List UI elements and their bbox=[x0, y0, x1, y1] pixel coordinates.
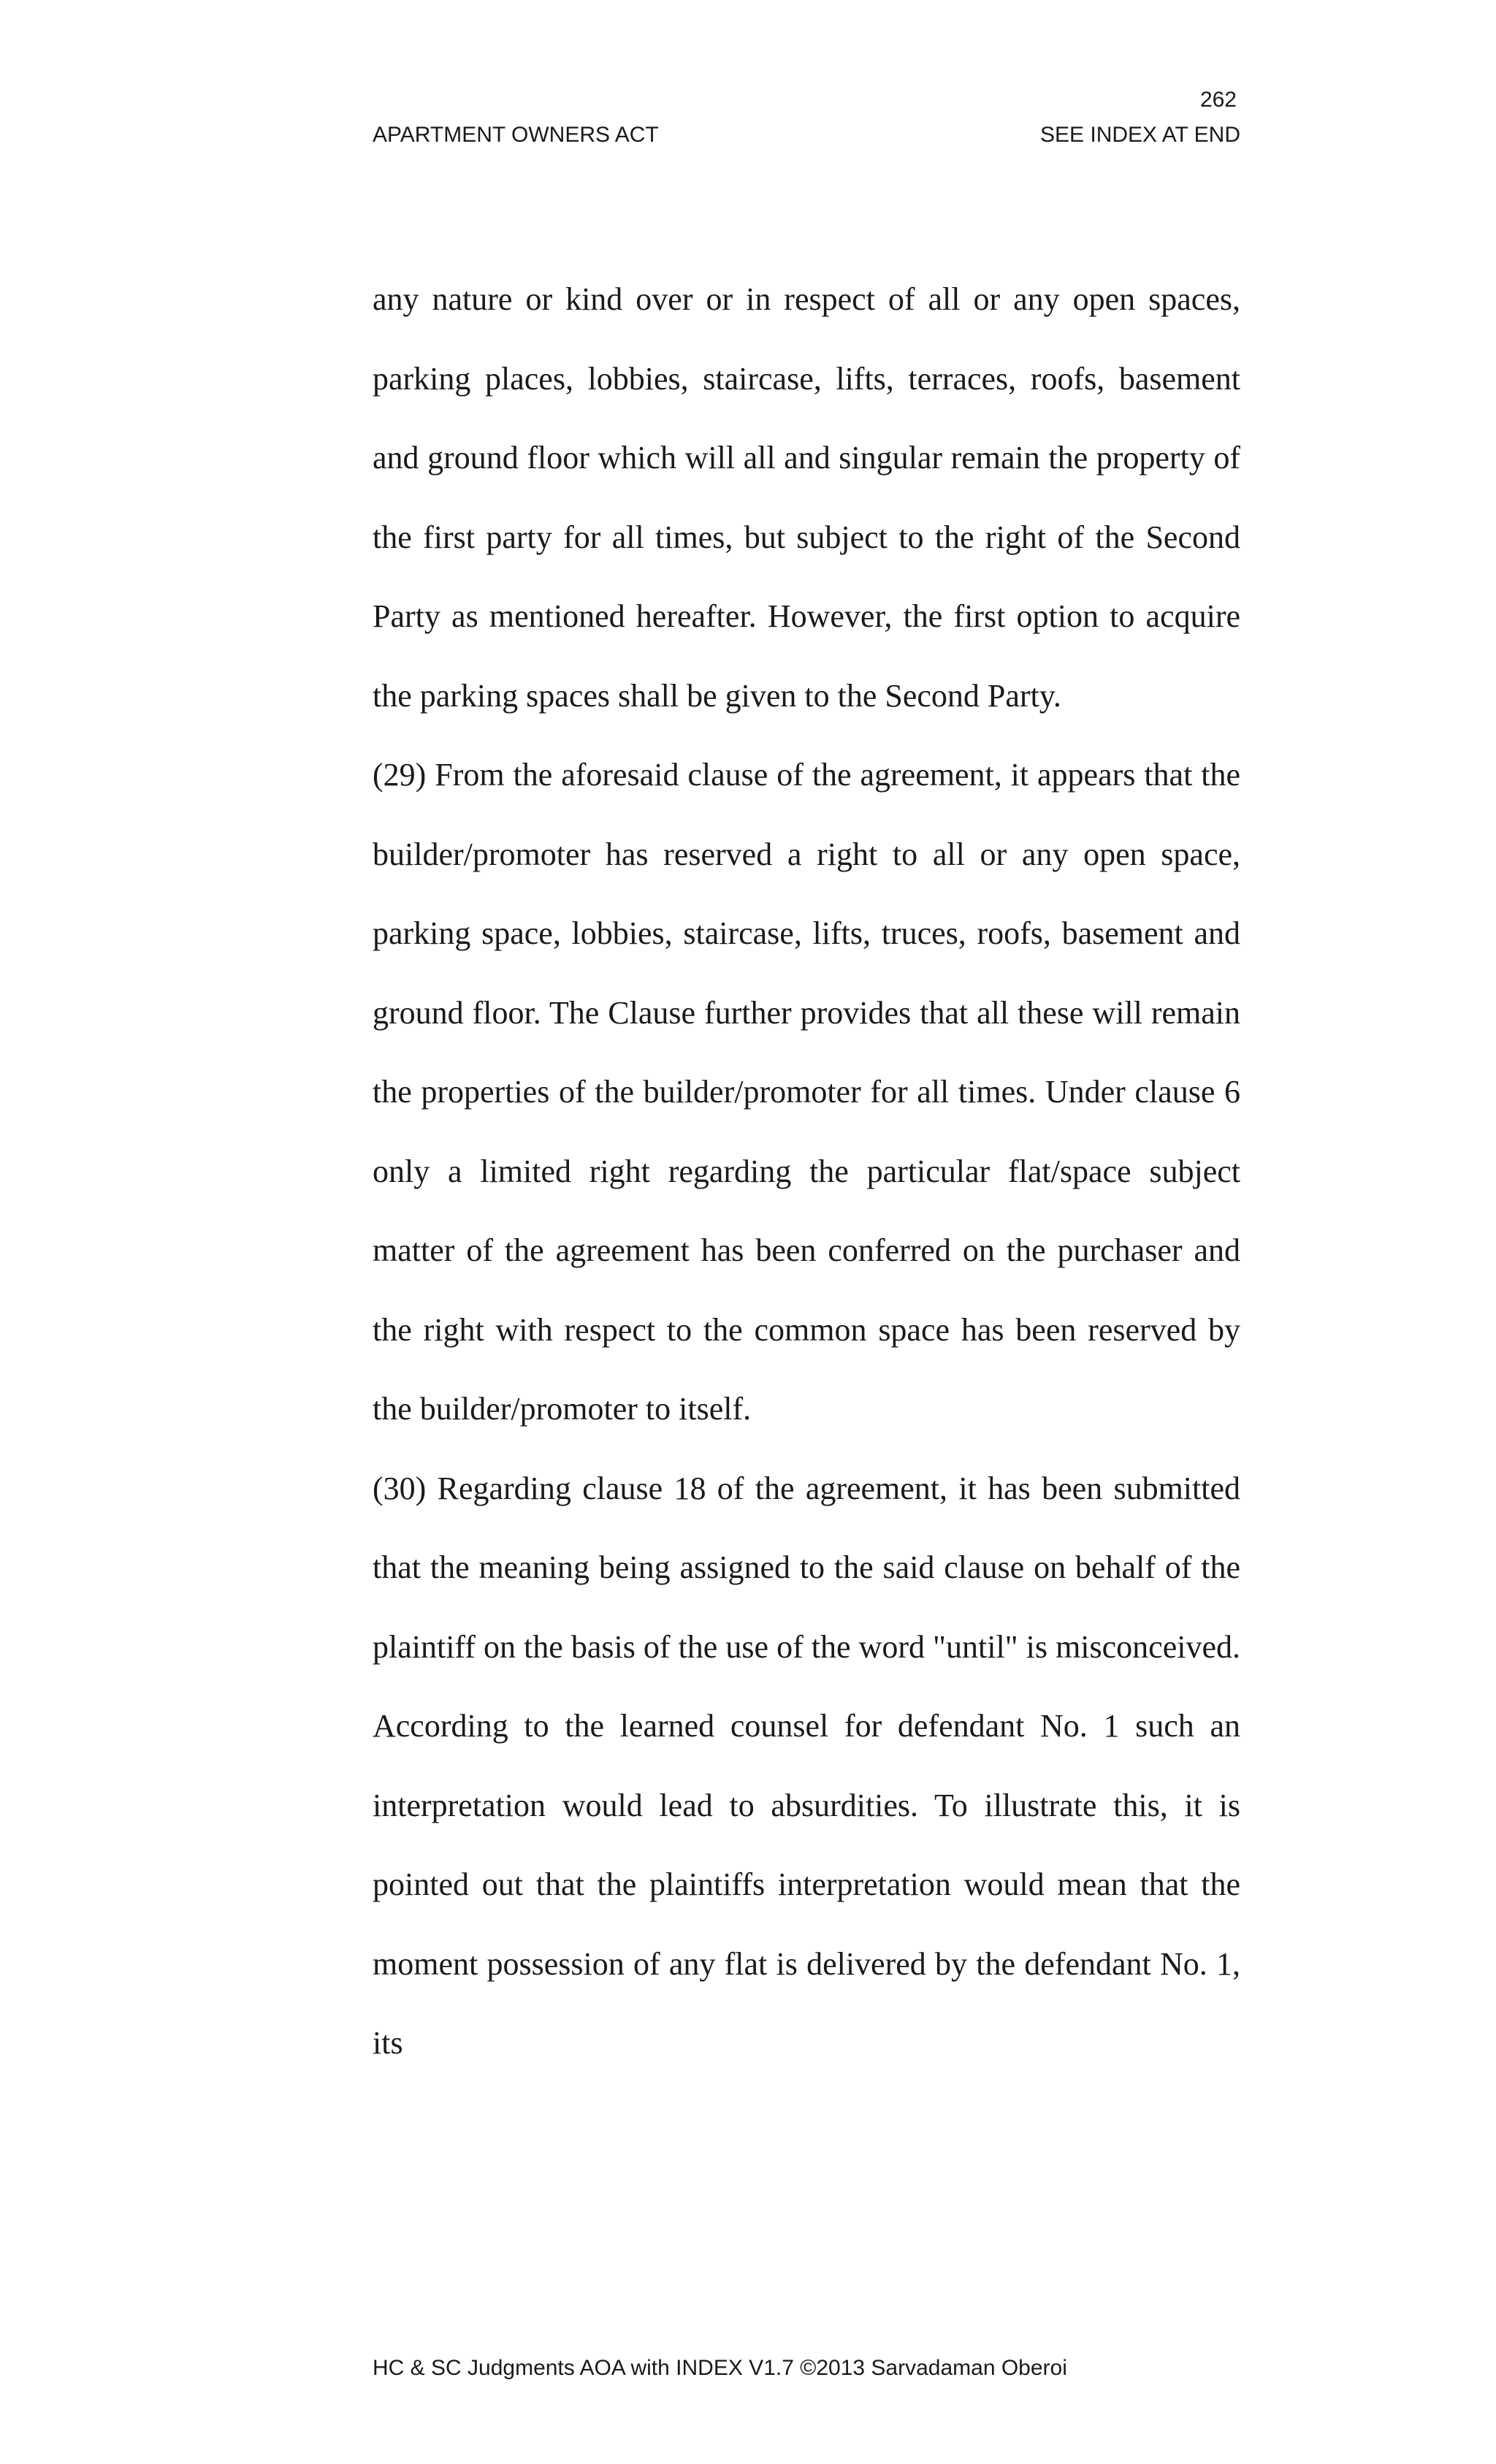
paragraph-30: (30) Regarding clause 18 of the agreement, it has been submitted that the meaning being assigned to the said clause on behalf of the plaintiff on the basis of the use of the word "until" is misconceived. According to the learned counsel for defendant No. 1 such an interpretation would lead to absurdities. To illustrate this, it is pointed out that the plaintiffs interpretation would mean that the moment possession of any flat is delivered by the defendant No. 1, its bbox=[373, 1470, 1240, 2061]
page-footer: HC & SC Judgments AOA with INDEX V1.7 ©2013 Sarvadaman Oberoi bbox=[373, 2356, 1067, 2380]
body-text bbox=[373, 260, 1240, 2083]
paragraph-29: (29) From the aforesaid clause of the agreement, it appears that the builder/promoter has reserved a right to all or any open space, parking space, lobbies, staircase, lifts, truces, roofs, basement and ground floor. The Clause further provides that all these will remain the properties of the builder/promoter for all times. Under clause 6 only a limited right regarding the particular flat/space subject matter of the agreement has been conferred on the purchaser and the right with respect to the common space has been reserved by the builder/promoter to itself. bbox=[373, 757, 1240, 1427]
paragraph-continuation: any nature or kind over or in respect of all or any open spaces, parking places, lobbies, staircase, lifts, terraces, roofs, basement and ground floor which will all and singular remain the property of the first party for all times, but subject to the right of the Second Party as mentioned hereafter. However, the first option to acquire the parking spaces shall be given to the Second Party. bbox=[373, 281, 1240, 714]
header-title: APARTMENT OWNERS ACT bbox=[373, 123, 659, 147]
header-index-note: SEE INDEX AT END bbox=[1040, 123, 1240, 147]
running-header bbox=[373, 123, 1240, 148]
page-number: 262 bbox=[1199, 88, 1237, 112]
